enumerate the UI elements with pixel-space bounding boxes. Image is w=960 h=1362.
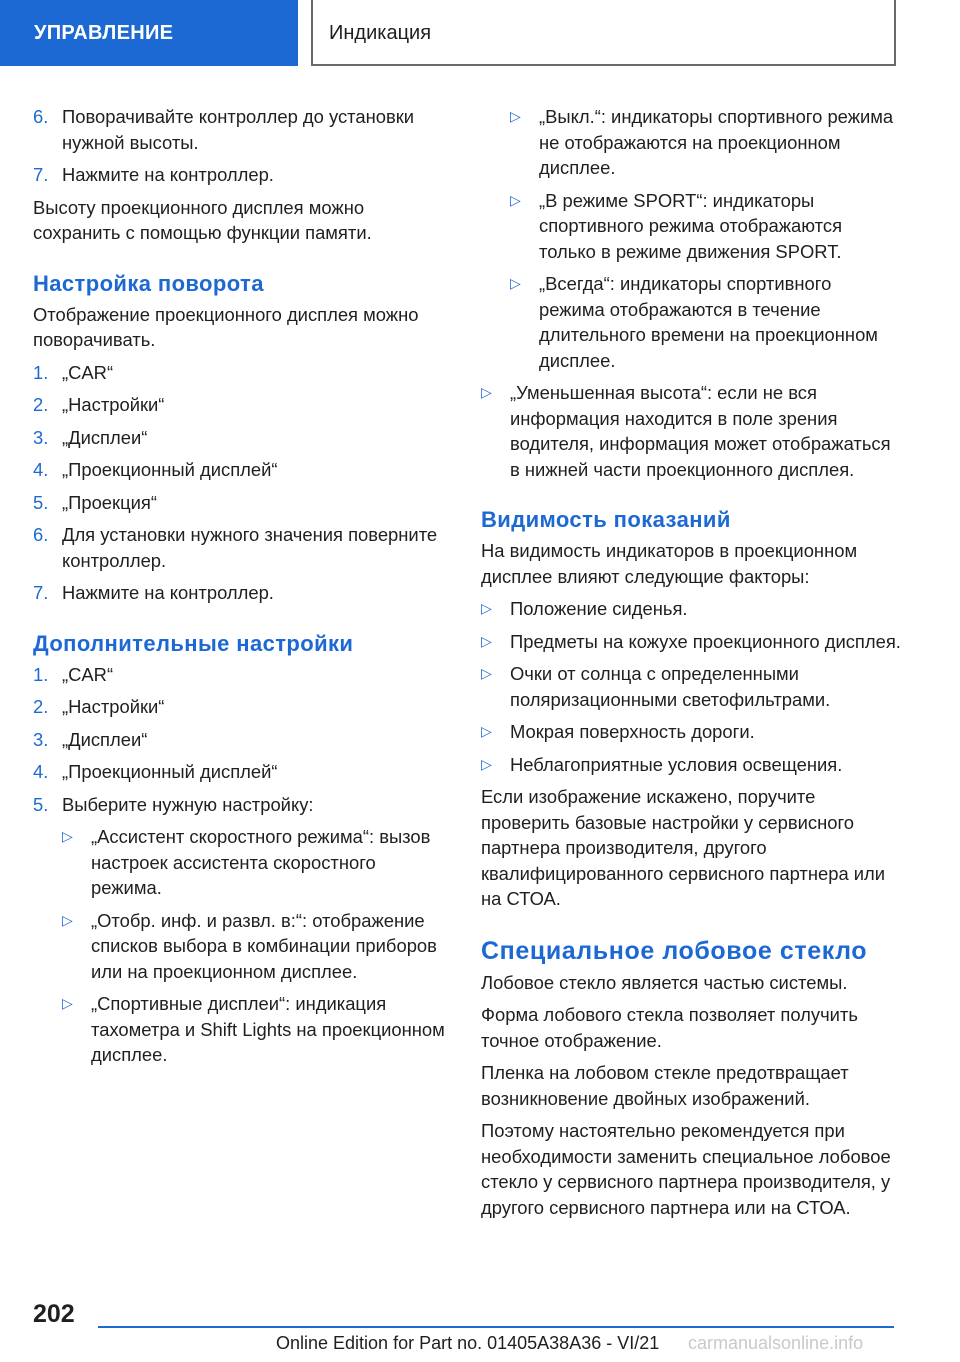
step-number: 7.: [33, 582, 49, 603]
windshield-paragraph: Поэтому настоятельно рекомендуется при необходимости заменить специальное лобовое стекло у сервисного партнера производителя, у другого сервисного партнера или на СТОА.: [481, 1120, 891, 1218]
step-item: [33, 727, 451, 753]
list-item: [481, 661, 901, 712]
step-item: [33, 425, 451, 451]
list-item: [481, 596, 901, 622]
factor-text: Очки от солнца с определенными поляризационными светофильтрами.: [510, 663, 831, 710]
step-text: Поворачивайте контроллер до установки нужной высоты.: [62, 106, 415, 153]
windshield-heading: Специальное лобовое стекло: [481, 936, 868, 965]
chapter-title: Индикация: [311, 0, 896, 66]
step-text: „Дисплеи“: [62, 426, 148, 448]
right-column: [481, 104, 901, 1227]
triangle-right-icon: ▷: [481, 665, 492, 681]
windshield-paragraph: Пленка на лобовом стекле предотвращает возникновение двойных изображений.: [481, 1062, 849, 1109]
list-item: [481, 380, 901, 482]
memory-note: Высоту проекционного дисплея можно сохранить с помощью функции памяти.: [33, 196, 372, 243]
additional-heading: Дополнительные настройки: [33, 630, 354, 656]
step-number: 6.: [33, 106, 49, 127]
step-text: „Проекция“: [62, 491, 157, 513]
step-item: [33, 162, 451, 188]
step-item: [33, 694, 451, 720]
step-text: Для установки нужного значения поверните контроллер.: [62, 524, 438, 571]
distortion-note: Если изображение искажено, поручите проверить базовые настройки у сервисного партнера производителя, другого квалифицированного сервисного партнера или на СТОА.: [481, 786, 886, 909]
left-column: [33, 104, 451, 1075]
triangle-right-icon: ▷: [481, 384, 492, 400]
step-text: „CAR“: [62, 361, 114, 383]
step-item: [33, 580, 451, 606]
list-item: [510, 271, 901, 373]
edition-note: Online Edition for Part no. 01405A38A36 - VI/21: [276, 1333, 660, 1353]
option-text: „В режиме SPORT“: индикаторы спортивного режима отображаются только в режиме движения SPORT.: [539, 189, 843, 262]
step-number: 7.: [33, 164, 49, 185]
list-item: [481, 719, 901, 745]
step-number: 3.: [33, 728, 49, 750]
list-item: [62, 991, 451, 1068]
factor-text: Неблагоприятные условия освещения.: [510, 753, 843, 775]
step-number: 1.: [33, 663, 49, 685]
option-text: „Выкл.“: индикаторы спортивного режима не отображаются на проекционном дисплее.: [539, 106, 894, 178]
page-header: [0, 0, 960, 66]
step-number: 4.: [33, 459, 49, 480]
step-text: „Настройки“: [62, 696, 165, 717]
step-item: [33, 104, 451, 155]
step-text: „Настройки“: [62, 394, 165, 415]
windshield-paragraph: Лобовое стекло является частью системы.: [481, 971, 848, 993]
watermark-text: carmanualsonline.info: [688, 1333, 864, 1353]
visibility-heading: Видимость показаний: [481, 507, 731, 532]
step-number: 4.: [33, 761, 49, 782]
step-number: 5.: [33, 491, 49, 513]
option-text: „Отобр. инф. и развл. в:“: отображение списков выбора в комбинации приборов или на проекционном дисплее.: [91, 909, 437, 982]
factor-text: Предметы на кожухе проекционного дисплея.: [510, 630, 901, 652]
list-item: [510, 104, 901, 181]
step-item: [33, 662, 451, 688]
option-text: „Всегда“: индикаторы спортивного режима отображаются в течение длительного времени на проекционном дисплее.: [539, 273, 878, 371]
triangle-right-icon: ▷: [62, 828, 73, 844]
step-number: 6.: [33, 524, 49, 545]
step-item: [33, 759, 451, 785]
step-text: Нажмите на контроллер.: [62, 164, 274, 185]
step-text: „Дисплеи“: [62, 728, 148, 750]
step-item: [33, 522, 451, 573]
step-item: [33, 360, 451, 386]
factor-text: Положение сиденья.: [510, 598, 688, 619]
step-text: Выберите нужную настройку:: [62, 793, 314, 815]
footer-divider: [98, 1326, 894, 1328]
list-item: [62, 824, 451, 901]
page-number: 202: [33, 1300, 75, 1328]
step-number: 2.: [33, 696, 49, 717]
step-item: [33, 792, 451, 818]
step-number: 3.: [33, 426, 49, 448]
section-tab: УПРАВЛЕНИЕ: [0, 0, 298, 66]
triangle-right-icon: ▷: [481, 723, 492, 739]
triangle-right-icon: ▷: [62, 995, 73, 1011]
visibility-intro: На видимость индикаторов в проекционном дисплее влияют следующие факторы:: [481, 540, 858, 587]
triangle-right-icon: ▷: [481, 755, 492, 772]
step-text: Нажмите на контроллер.: [62, 582, 274, 603]
triangle-right-icon: ▷: [481, 632, 492, 649]
rotation-heading: Настройка поворота: [33, 270, 264, 296]
list-item: [481, 629, 901, 655]
option-text: „Уменьшенная высота“: если не вся информация находится в поле зрения водителя, информация может отображаться в нижней части проекционного дисплея.: [510, 382, 891, 480]
triangle-right-icon: ▷: [62, 911, 73, 928]
step-item: [33, 490, 451, 516]
triangle-right-icon: ▷: [510, 191, 521, 208]
step-item: [33, 457, 451, 483]
step-text: „Проекционный дисплей“: [62, 761, 278, 782]
windshield-paragraph: Форма лобового стекла позволяет получить точное отображение.: [481, 1004, 858, 1051]
list-item: [481, 752, 901, 778]
list-item: [510, 188, 901, 265]
triangle-right-icon: ▷: [510, 275, 521, 291]
step-text: „Проекционный дисплей“: [62, 459, 278, 480]
step-item: [33, 392, 451, 418]
step-number: 2.: [33, 394, 49, 415]
list-item: [62, 908, 451, 985]
rotation-intro: Отображение проекционного дисплея можно поворачивать.: [33, 303, 419, 350]
option-text: „Спортивные дисплеи“: индикация тахометра и Shift Lights на проекционном дисплее.: [91, 993, 445, 1065]
triangle-right-icon: ▷: [510, 108, 521, 124]
step-number: 5.: [33, 793, 49, 815]
step-number: 1.: [33, 361, 49, 383]
step-text: „CAR“: [62, 663, 114, 685]
triangle-right-icon: ▷: [481, 600, 492, 616]
option-text: „Ассистент скоростного режима“: вызов настроек ассистента скоростного режима.: [91, 826, 431, 898]
factor-text: Мокрая поверхность дороги.: [510, 721, 755, 742]
